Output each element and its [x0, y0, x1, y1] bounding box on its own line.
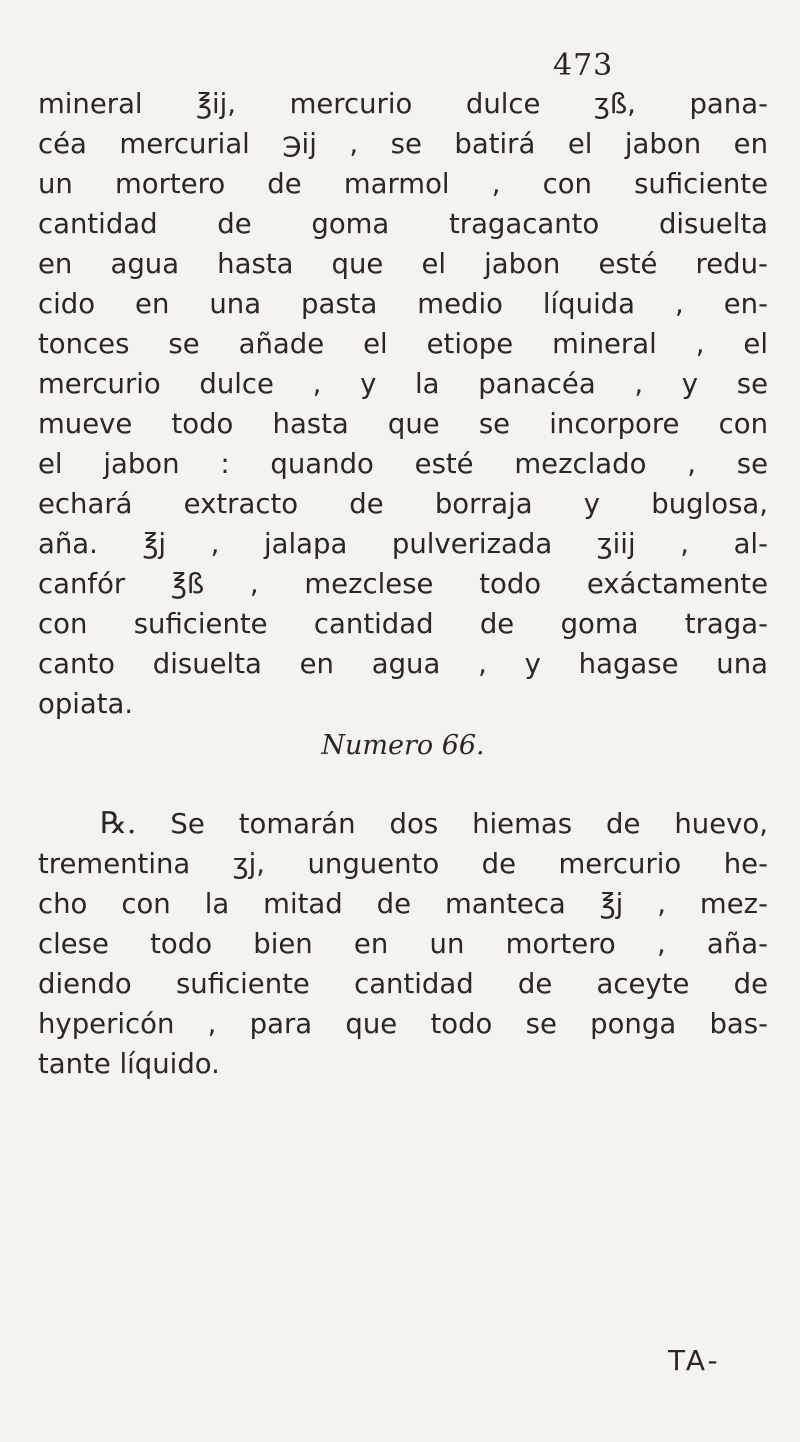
text-line: mineral ℥ij, mercurio dulce ʒß, pana- [38, 88, 768, 120]
text-line: aña. ℥j , jalapa pulverizada ʒiij , al- [38, 528, 768, 560]
section-heading: Numero 66. [321, 730, 485, 761]
recipe-line: clese todo bien en un mortero , aña- [38, 928, 768, 960]
recipe-line: tante líquido. [38, 1048, 220, 1080]
recipe-line: hypericón , para que todo se ponga bas- [38, 1008, 768, 1040]
text-line: canfór ℥ß , mezclese todo exáctamente [38, 568, 768, 600]
recipe-line: trementina ʒj, unguento de mercurio he- [38, 848, 768, 880]
recipe-line: diendo suficiente cantidad de aceyte de [38, 968, 768, 1000]
text-line: con suficiente cantidad de goma traga- [38, 608, 768, 640]
text-line: opiata. [38, 688, 134, 720]
text-line: cantidad de goma tragacanto disuelta [38, 208, 768, 240]
catchword: TA- [668, 1344, 721, 1377]
text-line: mueve todo hasta que se incorpore con [38, 408, 768, 440]
text-line: cido en una pasta medio líquida , en- [38, 288, 768, 320]
text-line: echará extracto de borraja y buglosa, [38, 488, 768, 520]
body-text [38, 84, 768, 1084]
text-line: un mortero de marmol , con suficiente [38, 168, 768, 200]
recipe-line: cho con la mitad de manteca ℥j , mez- [38, 888, 768, 920]
text-line: en agua hasta que el jabon esté redu- [38, 248, 768, 280]
text-line: canto disuelta en agua , y hagase una [38, 648, 768, 680]
page-number: 473 [553, 48, 614, 83]
recipe-first-line [38, 804, 768, 844]
text-line: tonces se añade el etiope mineral , el [38, 328, 768, 360]
text-line: mercurio dulce , y la panacéa , y se [38, 368, 768, 400]
text-line: céa mercurial ℈ij , se batirá el jabon en [38, 128, 768, 160]
recipe-line: Se tomarán dos hiemas de huevo, [170, 808, 768, 840]
text-line: el jabon : quando esté mezclado , se [38, 448, 768, 480]
recipe-symbol: ℞. [100, 806, 137, 841]
